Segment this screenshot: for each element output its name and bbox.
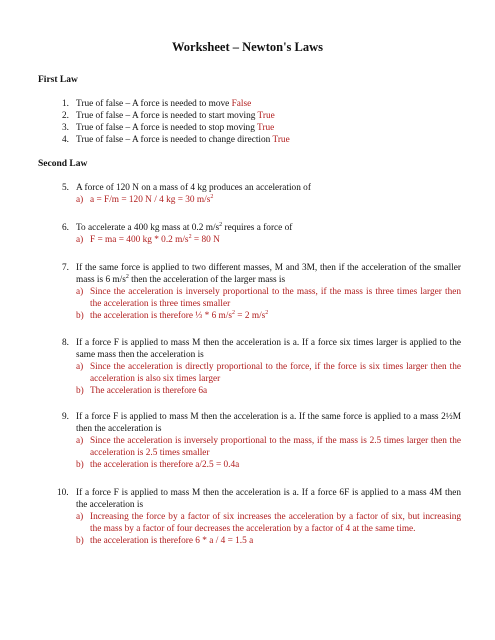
- question-text-cont: then the acceleration of the larger mass is: [128, 275, 286, 285]
- question-number: 8.: [62, 338, 69, 348]
- superscript: 2: [125, 274, 129, 280]
- answer-letter: a): [76, 512, 84, 522]
- question-2: [62, 110, 461, 122]
- question-number: 9.: [62, 412, 69, 422]
- answer-text: The acceleration is therefore 6a: [90, 386, 208, 396]
- answer-text: F = ma = 400 kg * 0.2 m/s: [90, 235, 189, 245]
- answer-text: a = F/m = 120 N / 4 kg = 30 m/s: [90, 195, 211, 205]
- question-text: A force of 120 N on a mass of 4 kg produces an acceleration of: [76, 183, 311, 193]
- question-8: [62, 337, 461, 397]
- question-text: True of false – A force is needed to stop moving: [76, 123, 258, 133]
- answer-b: [76, 310, 461, 322]
- answer-b: [76, 385, 461, 397]
- question-4: [62, 134, 461, 146]
- answer-a: [76, 234, 461, 246]
- answer-letter: b): [76, 311, 84, 321]
- question-text-cont: requires a force of: [222, 223, 293, 233]
- answer-a: [76, 286, 461, 310]
- question-7: [62, 262, 461, 322]
- answer-a: [76, 361, 461, 385]
- answer-text: Since the acceleration is inversely proportional to the mass, if the mass is three times larger then the acceleration is three times smaller: [90, 287, 461, 309]
- question-text: True of false – A force is needed to change direction: [76, 135, 273, 145]
- question-text: True of false – A force is needed to move: [76, 99, 232, 109]
- answer-b: [76, 535, 461, 547]
- answer-text-cont: = 2 m/s: [234, 311, 266, 321]
- question-number: 1.: [62, 99, 69, 109]
- answer-text: Increasing the force by a factor of six increases the acceleration by a factor of six, but increasing the mass by a factor of four decreases the acceleration by a factor of 4 at the same time.: [90, 512, 461, 534]
- question-text: If a force F is applied to mass M then the acceleration is a. If a force 6F is applied to a mass 4M then the acceleration is: [76, 488, 461, 510]
- superscript: 2: [210, 194, 214, 200]
- question-9: [62, 411, 461, 471]
- answer-text: True: [257, 111, 275, 121]
- answer-letter: a): [76, 287, 84, 297]
- question-text: If a force F is applied to mass M then the acceleration is a. If a force six times larger is applied to the same mass then the acceleration is: [76, 338, 461, 360]
- question-5: [62, 182, 461, 206]
- answer-a: [76, 194, 461, 206]
- answer-letter: a): [76, 235, 84, 245]
- answer-a: [76, 511, 461, 535]
- answer-text: False: [231, 99, 252, 109]
- answer-text: True: [257, 123, 275, 133]
- answer-b: [76, 459, 461, 471]
- answer-a: [76, 435, 461, 459]
- answer-text: the acceleration is therefore a/2.5 = 0.4a: [90, 460, 240, 470]
- question-6: [62, 222, 461, 246]
- answer-letter: a): [76, 436, 84, 446]
- answer-text: the acceleration is therefore 6 * a / 4 = 1.5 a: [90, 536, 254, 546]
- first-law-heading: First Law: [38, 75, 78, 85]
- superscript: 2: [188, 234, 192, 240]
- question-1: [62, 98, 461, 110]
- question-number: 4.: [62, 135, 69, 145]
- answer-text: the acceleration is therefore ⅓ * 6 m/s: [90, 311, 232, 321]
- question-number: 2.: [62, 111, 69, 121]
- page-title: Worksheet – Newton's Laws: [171, 40, 324, 54]
- question-text: True of false – A force is needed to start moving: [76, 111, 258, 121]
- answer-text: Since the acceleration is inversely proportional to the mass, if the mass is 2.5 times larger then the acceleration is 2.5 times smaller: [90, 436, 461, 458]
- answer-text: Since the acceleration is directly proportional to the force, if the force is six times larger then the acceleration is also six times larger: [90, 362, 461, 384]
- question-number: 3.: [62, 123, 69, 133]
- question-number: 7.: [62, 263, 69, 273]
- question-number: 6.: [62, 223, 69, 233]
- question-3: [62, 122, 461, 134]
- answer-letter: b): [76, 536, 84, 546]
- second-law-heading: Second Law: [38, 159, 88, 169]
- question-text: To accelerate a 400 kg mass at 0.2 m/s: [76, 223, 220, 233]
- answer-letter: a): [76, 195, 84, 205]
- question-text: If a force F is applied to mass M then the acceleration is a. If the same force is applied to a mass 2½M then the acceleration is: [76, 412, 461, 434]
- answer-letter: a): [76, 362, 84, 372]
- answer-letter: b): [76, 460, 84, 470]
- answer-text-cont: = 80 N: [191, 235, 220, 245]
- superscript: 2: [219, 222, 223, 228]
- superscript: 2: [265, 310, 269, 316]
- question-number: 10.: [57, 488, 69, 498]
- question-number: 5.: [62, 183, 69, 193]
- answer-text: True: [272, 135, 290, 145]
- answer-letter: b): [76, 386, 84, 396]
- question-10: [57, 487, 461, 547]
- question-text: If the same force is applied to two different masses, M and 3M, then if the acceleration of the smaller mass is 6 m/s: [76, 263, 461, 285]
- superscript: 2: [231, 310, 235, 316]
